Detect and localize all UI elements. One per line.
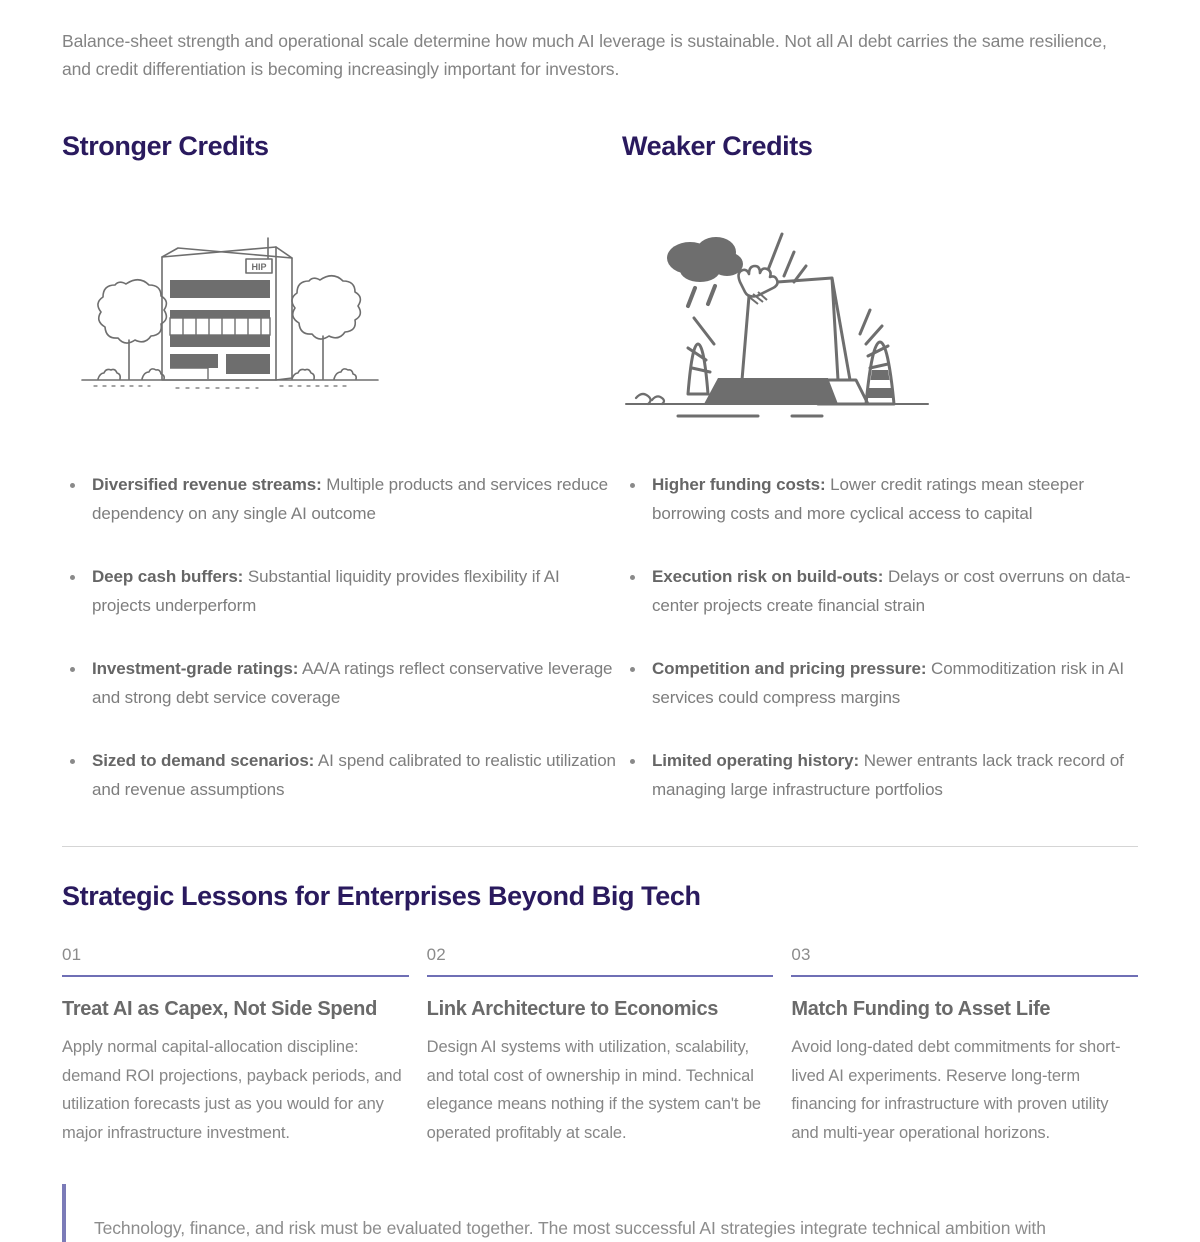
- lesson-accent-rule: [62, 975, 409, 977]
- list-item: [622, 563, 1138, 620]
- lesson-body: Avoid long-dated debt commitments for short-lived AI experiments. Reserve long-term financing for infrastructure with proven utility and multi-year operational horizons.: [791, 1038, 1121, 1142]
- lesson-heading: Link Architecture to Economics: [426, 998, 719, 1020]
- list-item-term: Diversified revenue streams:: [92, 475, 322, 494]
- list-item: [62, 471, 622, 528]
- list-item-term: Investment-grade ratings:: [92, 659, 299, 678]
- pull-quote-text: Technology, finance, and risk must be evaluated together. The most successful AI strategies integrate technical ambition with: [94, 1218, 1046, 1238]
- weaker-credits-heading: Weaker Credits: [622, 131, 813, 161]
- list-item: [62, 747, 622, 804]
- lesson-body: Design AI systems with utilization, scalability, and total cost of ownership in mind. Technical elegance means nothing if the system can't be operated profitably at scale.: [426, 1038, 762, 1142]
- list-item-term: Competition and pricing pressure:: [652, 659, 927, 678]
- stronger-credits-heading: Stronger Credits: [62, 131, 269, 161]
- pull-quote: [62, 1184, 1138, 1242]
- construction-hazard-illustration: [622, 163, 1138, 463]
- lesson-card: [791, 944, 1138, 1147]
- list-item-text: Lower credit ratings mean steeper borrowing costs and more cyclical access to capital: [652, 475, 1084, 523]
- hand-icon: [739, 266, 778, 304]
- list-item-text: Newer entrants lack track record of managing large infrastructure portfolios: [652, 751, 1124, 799]
- list-item: [62, 655, 622, 712]
- lesson-accent-rule: [791, 975, 1138, 977]
- lesson-heading: Match Funding to Asset Life: [791, 998, 1051, 1020]
- intro-paragraph: Balance-sheet strength and operational scale determine how much AI leverage is sustainable. Not all AI debt carries the same resilience, and credit differentiation is becoming increasingly important for investors.: [62, 31, 1107, 79]
- lesson-body: Apply normal capital-allocation discipline: demand ROI projections, payback periods, and utilization forecasts just as you would for any major infrastructure investment.: [62, 1038, 402, 1142]
- list-item-term: Execution risk on build-outs:: [652, 567, 884, 586]
- list-item-term: Higher funding costs:: [652, 475, 826, 494]
- stronger-credits-column: [62, 129, 622, 804]
- strategic-lessons-grid: [62, 944, 1138, 1147]
- list-item-text: Commoditization risk in AI services could compress margins: [652, 659, 1124, 707]
- credits-comparison-grid: [62, 129, 1138, 804]
- list-item-term: Limited operating history:: [652, 751, 860, 770]
- weaker-credits-list: [622, 471, 1138, 804]
- list-item-text: Delays or cost overruns on data-center projects create financial strain: [652, 567, 1131, 615]
- strategic-lessons-title: Strategic Lessons for Enterprises Beyond Big Tech: [62, 881, 701, 911]
- section-divider: [62, 846, 1138, 847]
- list-item-text: AA/A ratings reflect conservative leverage and strong debt service coverage: [92, 659, 613, 707]
- page-root: [0, 27, 1200, 1238]
- svg-text:HIP: HIP: [251, 262, 267, 272]
- lesson-card: [427, 944, 774, 1147]
- list-item: [622, 471, 1138, 528]
- weaker-credits-column: [622, 129, 1138, 804]
- list-item: [622, 747, 1138, 804]
- list-item-text: Substantial liquidity provides flexibility if AI projects underperform: [92, 567, 560, 615]
- lesson-number: 03: [791, 945, 811, 964]
- list-item-text: Multiple products and services reduce dependency on any single AI outcome: [92, 475, 608, 523]
- lesson-number: 01: [62, 945, 82, 964]
- list-item-term: Deep cash buffers:: [92, 567, 244, 586]
- lesson-accent-rule: [427, 975, 774, 977]
- list-item: [62, 563, 622, 620]
- storm-cloud-icon: [667, 237, 743, 282]
- list-item-text: AI spend calibrated to realistic utilization and revenue assumptions: [92, 751, 616, 799]
- list-item-term: Sized to demand scenarios:: [92, 751, 315, 770]
- list-item: [622, 655, 1138, 712]
- office-building-illustration: [62, 163, 622, 463]
- lesson-heading: Treat AI as Capex, Not Side Spend: [62, 998, 378, 1020]
- stronger-credits-list: [62, 471, 622, 804]
- lesson-card: [62, 944, 409, 1147]
- lesson-number: 02: [426, 945, 446, 964]
